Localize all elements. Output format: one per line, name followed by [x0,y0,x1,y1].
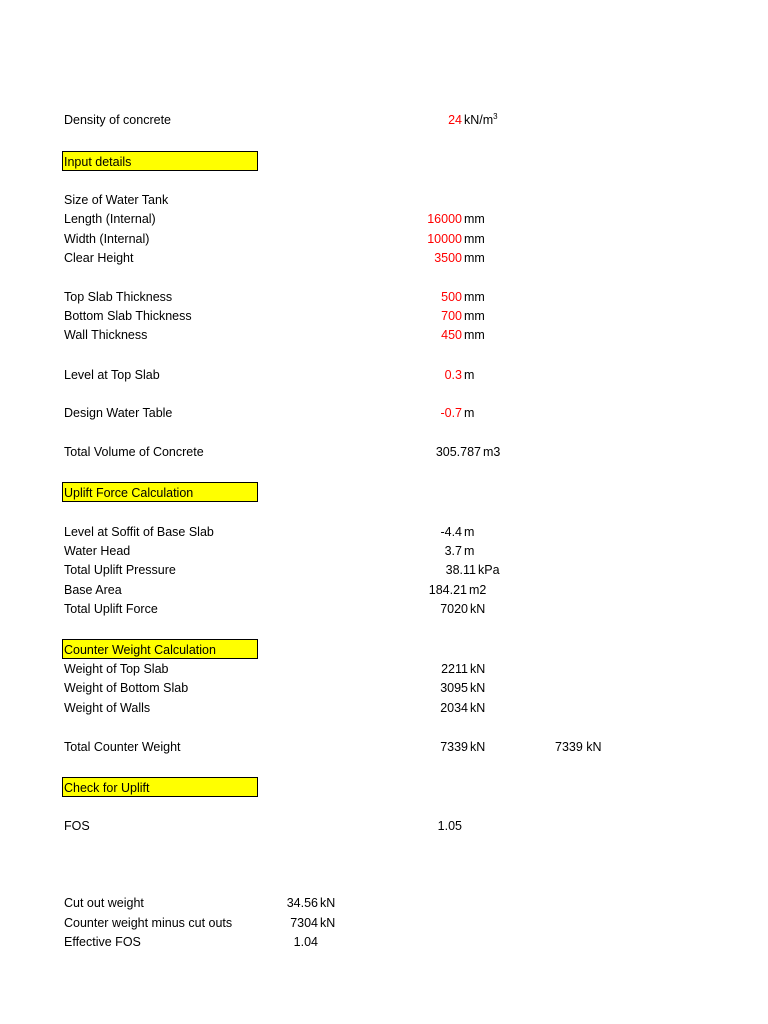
walls-weight-value: 2034 [440,701,468,715]
bottom-slab-value[interactable]: 700 [441,309,462,323]
water-table-value[interactable]: -0.7 [440,406,462,420]
total-counter-row [0,738,768,756]
header-counter-weight: Counter Weight Calculation [62,639,258,659]
wall-value[interactable]: 450 [441,328,462,342]
total-volume-value: 305.787 [435,445,481,459]
top-weight-value: 2211 [441,662,468,676]
density-unit: $kN/m^3$ [464,112,498,127]
width-unit: mm [464,232,485,246]
bottom-slab-label: Bottom Slab Thickness [64,309,192,323]
total-volume-unit: m3 [483,445,501,459]
water-head-unit: m [464,544,475,558]
size-label: Size of Water Tank [64,193,169,207]
length-row [0,210,768,228]
bottom-slab-unit: mm [464,309,485,323]
level-top-label: Level at Top Slab [64,368,160,382]
uplift-force-label: Total Uplift Force [64,602,158,616]
top-slab-row [0,288,768,306]
header-input-details: Input details [62,151,258,171]
uplift-force-row [0,600,768,618]
size-row [0,191,768,209]
top-weight-row [0,660,768,678]
total-counter-unit: kN [470,740,486,754]
uplift-force-value: 7020 [440,602,468,616]
wall-label: Wall Thickness [64,328,148,342]
minus-cutout-row [0,914,768,932]
length-label: Length (Internal) [64,212,156,226]
walls-weight-unit: kN [470,701,486,715]
header-check-uplift: Check for Uplift [62,777,258,797]
walls-weight-row [0,699,768,717]
water-head-label: Water Head [64,544,131,558]
total-counter-value: 7339 [440,740,468,754]
water-head-row [0,542,768,560]
bottom-weight-row [0,679,768,697]
wall-row [0,326,768,344]
effective-fos-value: 1.04 [293,935,318,949]
soffit-label: Level at Soffit of Base Slab [64,525,214,539]
effective-fos-row [0,933,768,951]
height-value[interactable]: 3500 [434,251,462,265]
base-area-value: 184.21 [428,583,467,597]
uplift-pressure-unit: kPa [478,563,500,577]
density-label: Density of concrete [64,113,171,127]
soffit-row [0,523,768,541]
minus-cutout-label: Counter weight minus cut outs [64,916,233,930]
width-label: Width (Internal) [64,232,150,246]
uplift-pressure-row [0,561,768,579]
top-slab-unit: mm [464,290,485,304]
cutout-weight-value: 34.56 [286,896,318,910]
height-label: Clear Height [64,251,134,265]
fos-row [0,817,768,835]
wall-unit: mm [464,328,485,342]
bottom-weight-value: 3095 [440,681,468,695]
soffit-unit: m [464,525,475,539]
top-slab-value[interactable]: 500 [441,290,462,304]
level-top-row [0,366,768,384]
cutout-weight-label: Cut out weight [64,896,144,910]
water-head-value: 3.7 [444,544,462,558]
water-table-row [0,404,768,422]
width-value[interactable]: 10000 [427,232,462,246]
length-value[interactable]: 16000 [427,212,462,226]
fos-value: 1.05 [437,819,462,833]
top-weight-label: Weight of Top Slab [64,662,169,676]
water-table-unit: m [464,406,475,420]
uplift-pressure-label: Total Uplift Pressure [64,563,176,577]
header-uplift-force: Uplift Force Calculation [62,482,258,502]
soffit-value: -4.4 [440,525,462,539]
width-row [0,230,768,248]
minus-cutout-unit: kN [320,916,336,930]
cutout-weight-unit: kN [320,896,336,910]
top-weight-unit: kN [470,662,486,676]
bottom-slab-row [0,307,768,325]
bottom-weight-label: Weight of Bottom Slab [64,681,189,695]
effective-fos-label: Effective FOS [64,935,141,949]
water-table-label: Design Water Table [64,406,173,420]
minus-cutout-value: 7304 [290,916,318,930]
uplift-force-unit: kN [470,602,486,616]
base-area-row [0,581,768,599]
length-unit: mm [464,212,485,226]
base-area-unit: m2 [469,583,487,597]
total-counter-extra: 7339 kN [555,740,602,754]
walls-weight-label: Weight of Walls [64,701,151,715]
density-row [0,111,768,129]
density-value[interactable]: 24 [448,113,462,127]
level-top-value[interactable]: 0.3 [444,368,462,382]
cutout-weight-row [0,894,768,912]
top-slab-label: Top Slab Thickness [64,290,173,304]
total-counter-label: Total Counter Weight [64,740,181,754]
height-row [0,249,768,267]
base-area-label: Base Area [64,583,122,597]
level-top-unit: m [464,368,475,382]
fos-label: FOS [64,819,90,833]
height-unit: mm [464,251,485,265]
bottom-weight-unit: kN [470,681,486,695]
uplift-pressure-value: 38.11 [445,563,476,577]
total-volume-row [0,443,768,461]
total-volume-label: Total Volume of Concrete [64,445,204,459]
